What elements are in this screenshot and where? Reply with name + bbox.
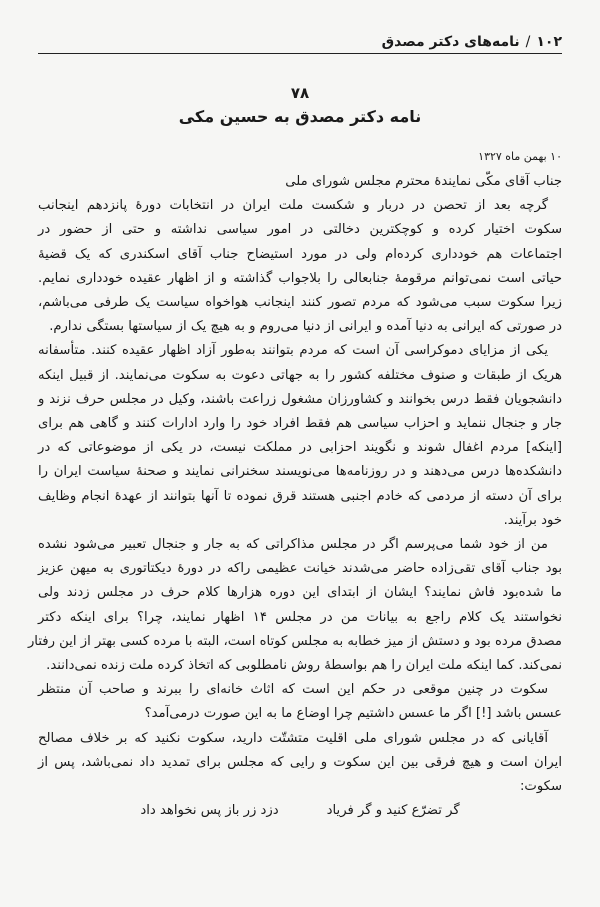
text-line: آقایانی که در مجلس شورای ملی اقلیت متشتّت دارید، سکوت نکنید که بر خلاف مصالح xyxy=(38,730,548,746)
salutation: جناب آقای مکّی نمایندهٔ محترم مجلس شورای ملی xyxy=(285,174,562,189)
letter-number: ۷۸ xyxy=(290,84,310,102)
letter-title: نامه دکتر مصدق به حسین مکی xyxy=(178,107,422,126)
text-line: هریک از طبقات و صنوف مختلفه کشور را به جهاتی دعوت به سکوت می‌نمایند. از قبیل اینکه xyxy=(38,367,562,383)
text-line: دانشکده‌ها درس می‌دهند و در روزنامه‌ها می‌نویسند سخنرانی نمایند و صحنهٔ سیاست ایران را xyxy=(38,464,562,480)
running-header xyxy=(38,24,562,54)
page-number: ۱۰۲ xyxy=(536,34,562,50)
body-lines xyxy=(27,194,563,799)
letter-date: ۱۰ بهمن ماه ۱۳۲۷ xyxy=(478,150,562,163)
verse-hemistich-2: دزد زر باز پس نخواهد داد xyxy=(140,803,279,819)
text-line: نخواستند یک کلام راجع به بیانات من در مجلس ۱۴ اظهار نمایند، چرا؟ برای اینکه دکتر xyxy=(38,609,563,625)
text-line: حیاتی است نمی‌توانم مرقومهٔ جنابعالی را بلاجواب گذاشته و از اظهار عقیده خودداری نمایم. xyxy=(38,270,562,286)
text-line: در صورتی که ایرانی به دنیا آمده و ایرانی از دنیا می‌روم و به هیچ یک از سیاستها بستگی ندارم. xyxy=(49,319,562,335)
book-title: نامه‌های دکتر مصدق xyxy=(381,34,520,50)
text-line: ایران است و هیچ فرقی بین این سکوت و رایی که مجلس برای تمدید داد نمی‌باشد، پس از xyxy=(38,754,562,770)
text-line: مصدق مرده بود و دستش از میز خطابه به مجلس کوتاه است، البته با مرده کسی بهتر از این رفتار xyxy=(27,633,562,649)
text-line: اجتماعات هم خودداری کرده‌ام ولی در مورد استیضاح جناب آقای اسکندری که یک قضیهٔ xyxy=(38,246,562,262)
text-line: گرچه بعد از تحصن در دربار و شکست ملت ایران در انتخابات دورهٔ پانزدهم اینجانب xyxy=(38,198,548,214)
text-line: ما شده‌بود فاش نمایند؟ ایشان از ابتدای این دوره هزارها کلام حرف در مجلس زدند ولی xyxy=(38,585,562,601)
text-line: عسس باشد [!] اگر ما عسس داشتیم چرا اوضاع ما به این صورت درمی‌آمد؟ xyxy=(144,706,562,722)
text-line: برای آن دسته از مردمی که خادم اجنبی هستند قرق نموده تا آنها بتوانند از عهدهٔ انجام وظایف xyxy=(38,488,562,504)
text-line: سکوت اختیار کرده و کوچکترین دخالتی در امور سیاسی نداشته و حتی از حضور در xyxy=(38,222,562,238)
verse-hemistich-1: گر تضرّع کنید و گر فریاد xyxy=(326,803,460,819)
text-line: خود برآیند. xyxy=(503,512,562,528)
verse xyxy=(38,799,562,823)
text-line: من از خود شما می‌پرسم اگر در مجلس مذاکراتی که به جار و جنجال تعبیر می‌شود نشده xyxy=(38,537,548,553)
text-line: [اینکه] مردم اغفال شوند و نگویند احزابی در مملکت نیست، در یکی از موضوعاتی که در xyxy=(38,440,562,456)
text-line: سکوت: xyxy=(519,779,562,795)
text-line: زیرا سکوت سبب می‌شود که مردم تصور کنند اینجانب هواخواه سیاست یک طرفی می‌باشم، xyxy=(38,295,562,311)
text-line: سکوت در چنین موقعی در حکم این است که اثاث خانه‌ای را ببرند و صاحب آن منتظر xyxy=(38,682,548,698)
text-line: یکی از مزایای دموکراسی آن است که مردم بتوانند به‌طور آزاد اظهار عقیده کنند. متأسفانه xyxy=(38,343,548,359)
text-line: بود جناب آقای تقی‌زاده حاضر می‌شدند خیانت عظیمی راکه در دورهٔ دیکتاتوری به میهن عزیز xyxy=(38,561,562,577)
letter-body xyxy=(27,170,563,823)
text-line: جار و جنجال ننماید و احزاب سیاسی هم فقط افراد خود را وارد ادارات کنند و گاهی هم برای xyxy=(38,416,562,432)
text-line: نمی‌کند. کما اینکه ملت ایران را هم بواسطهٔ روش نامطلوبی که اتخاذ کرده ملت زنده نمی‌دانند. xyxy=(46,658,562,674)
text-line: دانشجویان فقط درس بخوانند و کشاورزان مشغول زراعت باشند، وکیل در مجلس حرف نزند و xyxy=(38,391,562,407)
header-separator: / xyxy=(525,34,531,50)
